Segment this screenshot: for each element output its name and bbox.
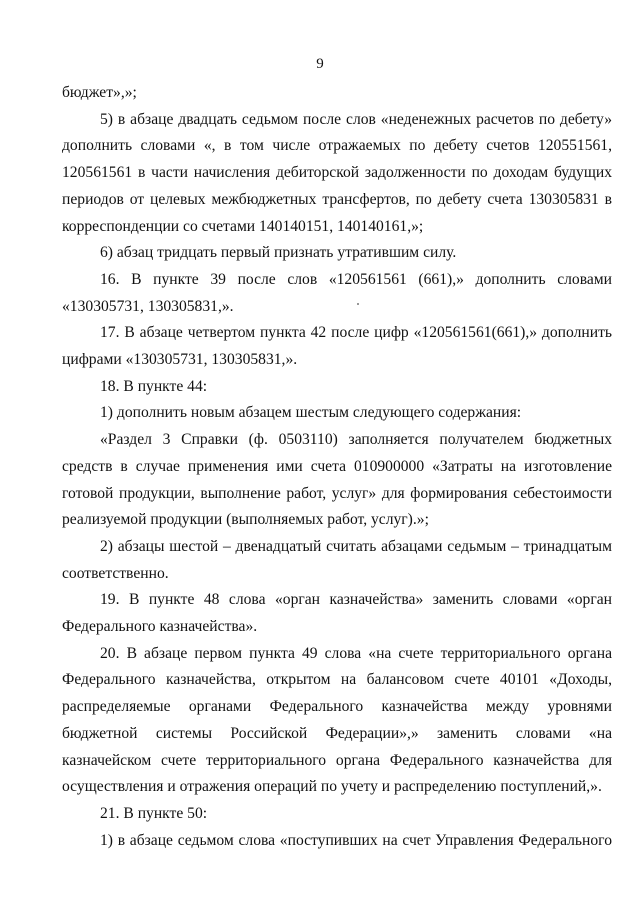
paragraph-point-19: 19. В пункте 48 слова «орган казначейства» заменить словами «орган Федерального казначейства». [62, 591, 612, 636]
paragraph-point-18-item-1: 1) дополнить новым абзацем шестым следующего содержания: [100, 404, 522, 422]
paragraph-point-18-item-2: 2) абзацы шестой – двенадцатый считать абзацами седьмым – тринадцатым соответственно. [62, 537, 612, 582]
paragraph-continuation: бюджет»,»; [62, 84, 137, 101]
paragraph-point-21: 21. В пункте 50: [100, 804, 208, 822]
page-number: 9 [316, 56, 324, 72]
paragraph-point-17: 17. В абзаце четвертом пункта 42 после цифр «120561561(661),» дополнить цифрами «130305731, 130305831,». [62, 324, 612, 369]
paragraph-point-21-item-1: 1) в абзаце седьмом слова «поступивших на счет Управления Федерального [100, 831, 612, 849]
paragraph-point-16: 16. В пункте 39 после слов «120561561 (661),» дополнить словами «130305731, 130305831,». [62, 270, 612, 315]
paragraph-point-20: 20. В абзаце первом пункта 49 слова «на счете территориального органа Федерального казначейства, открытом на балансовом счете 40101 «Доходы, распределяемые органами Федерального казначейства между уровнями бюджетной системы Российской Федерации»,» заменить словами «на казначейском счете территориального органа Федерального казначейства для осуществления и отражения операций по учету и распределению поступлений,». [62, 644, 612, 796]
document-body [62, 80, 612, 854]
paragraph-item-5: 5) в абзаце двадцать седьмом после слов «неденежных расчетов по дебету» дополнить словами «, в том числе отражаемых по дебету счетов 120551561, 120561561 в части начисления дебиторской задолженности по доходам будущих периодов от целевых межбюджетных трансфертов, по дебету счета 130305831 в корреспонденции со счетами 140140151, 140140161,»; [62, 110, 612, 235]
paragraph-point-18: 18. В пункте 44: [100, 377, 208, 395]
paragraph-quoted-section-3: «Раздел 3 Справки (ф. 0503110) заполняется получателем бюджетных средств в случае применения ими счета 010900000 «Затраты на изготовление готовой продукции, выполнение работ, услуг» для формирования себестоимости реализуемой продукции (выполняемых работ, услуг).»; [62, 431, 612, 529]
paragraph-item-6: 6) абзац тридцать первый признать утратившим силу. [100, 244, 457, 262]
